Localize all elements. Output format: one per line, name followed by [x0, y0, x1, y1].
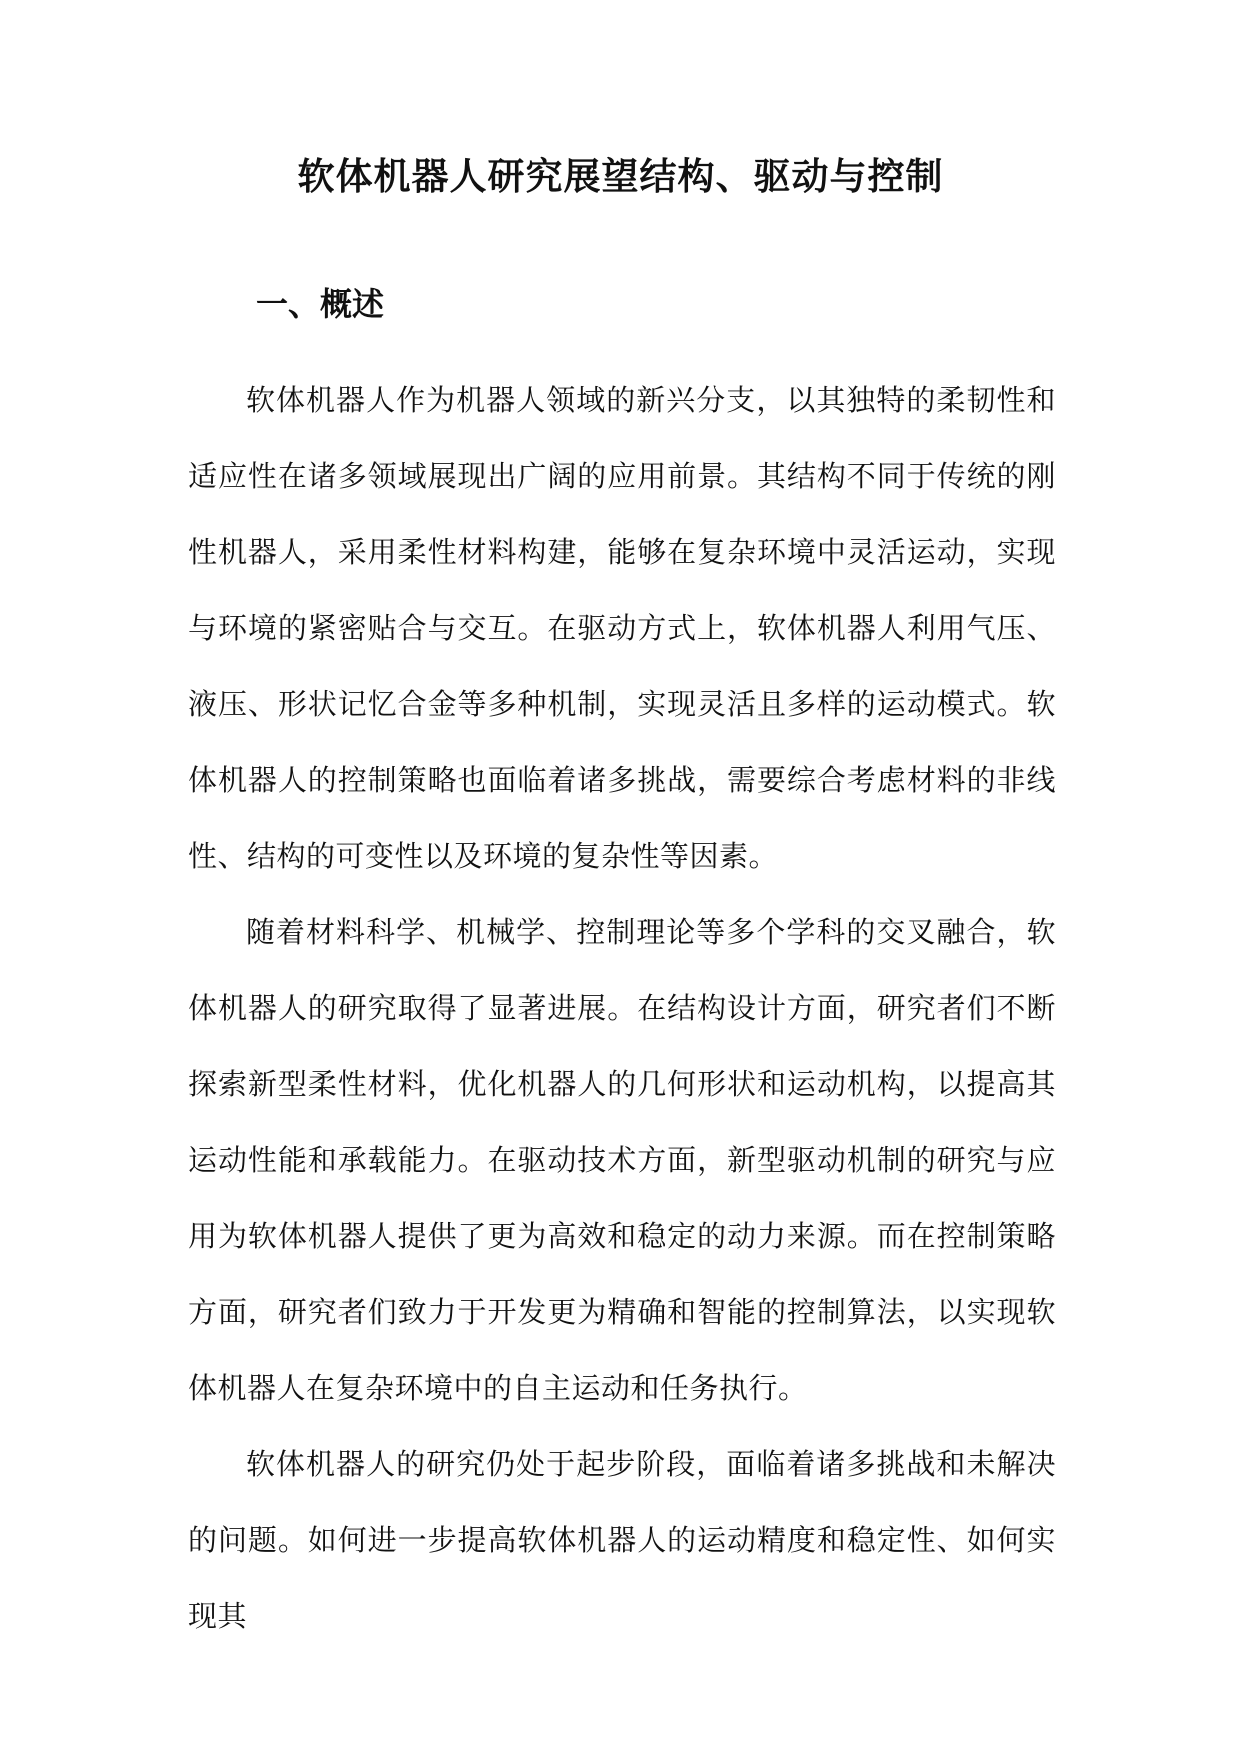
document-title: 软体机器人研究展望结构、驱动与控制: [297, 154, 944, 198]
section-body: [188, 362, 1056, 1654]
paragraph-1: 软体机器人作为机器人领域的新兴分支，以其独特的柔韧性和适应性在诸多领域展现出广阔的应用前景。其结构不同于传统的刚性机器人，采用柔性材料构建，能够在复杂环境中灵活运动，实现与环境的紧密贴合与交互。在驱动方式上，软体机器人利用气压、液压、形状记忆合金等多种机制，实现灵活且多样的运动模式。软体机器人的控制策略也面临着诸多挑战，需要综合考虑材料的非线性、结构的可变性以及环境的复杂性等因素。: [188, 383, 1056, 873]
section-heading: 一、概述: [256, 285, 385, 323]
paragraph-2: 随着材料科学、机械学、控制理论等多个学科的交叉融合，软体机器人的研究取得了显著进展。在结构设计方面，研究者们不断探索新型柔性材料，优化机器人的几何形状和运动机构，以提高其运动性能和承载能力。在驱动技术方面，新型驱动机制的研究与应用为软体机器人提供了更为高效和稳定的动力来源。而在控制策略方面，研究者们致力于开发更为精确和智能的控制算法，以实现软体机器人在复杂环境中的自主运动和任务执行。: [188, 915, 1056, 1405]
paragraph-3: 软体机器人的研究仍处于起步阶段，面临着诸多挑战和未解决的问题。如何进一步提高软体机器人的运动精度和稳定性、如何实现其: [188, 1447, 1056, 1633]
